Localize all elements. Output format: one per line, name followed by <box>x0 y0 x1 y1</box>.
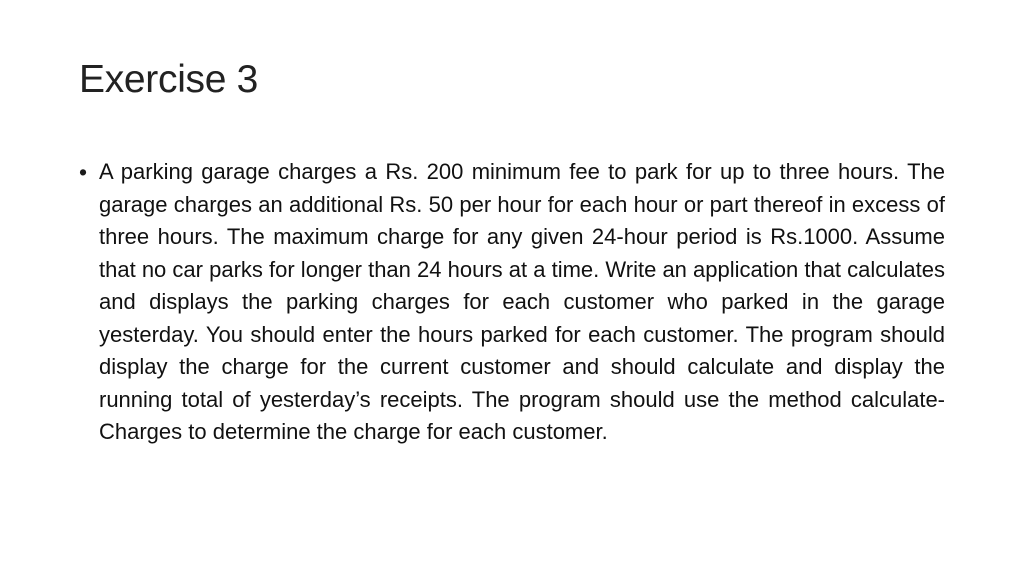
bullet-list <box>79 156 945 449</box>
bullet-dot-icon: • <box>79 159 88 185</box>
bullet-item <box>79 156 945 449</box>
slide-title: Exercise 3 <box>79 58 259 101</box>
exercise-description: A parking garage charges a Rs. 200 minimum fee to park for up to three hours. The garage charges an additional Rs. 50 per hour for each hour or part thereof in excess of three hours. The maximum charge for any given 24-hour period is Rs.1000. Assume that no car parks for longer than 24 hours at a time. Write an application that calculates and displays the parking charges for each customer who parked in the garage yesterday. You should enter the hours parked for each customer. The program should display the charge for the current customer and should calculate and display the running total of yesterday’s receipts. The program should use the method calculate-Charges to determine the charge for each customer. <box>99 159 945 444</box>
